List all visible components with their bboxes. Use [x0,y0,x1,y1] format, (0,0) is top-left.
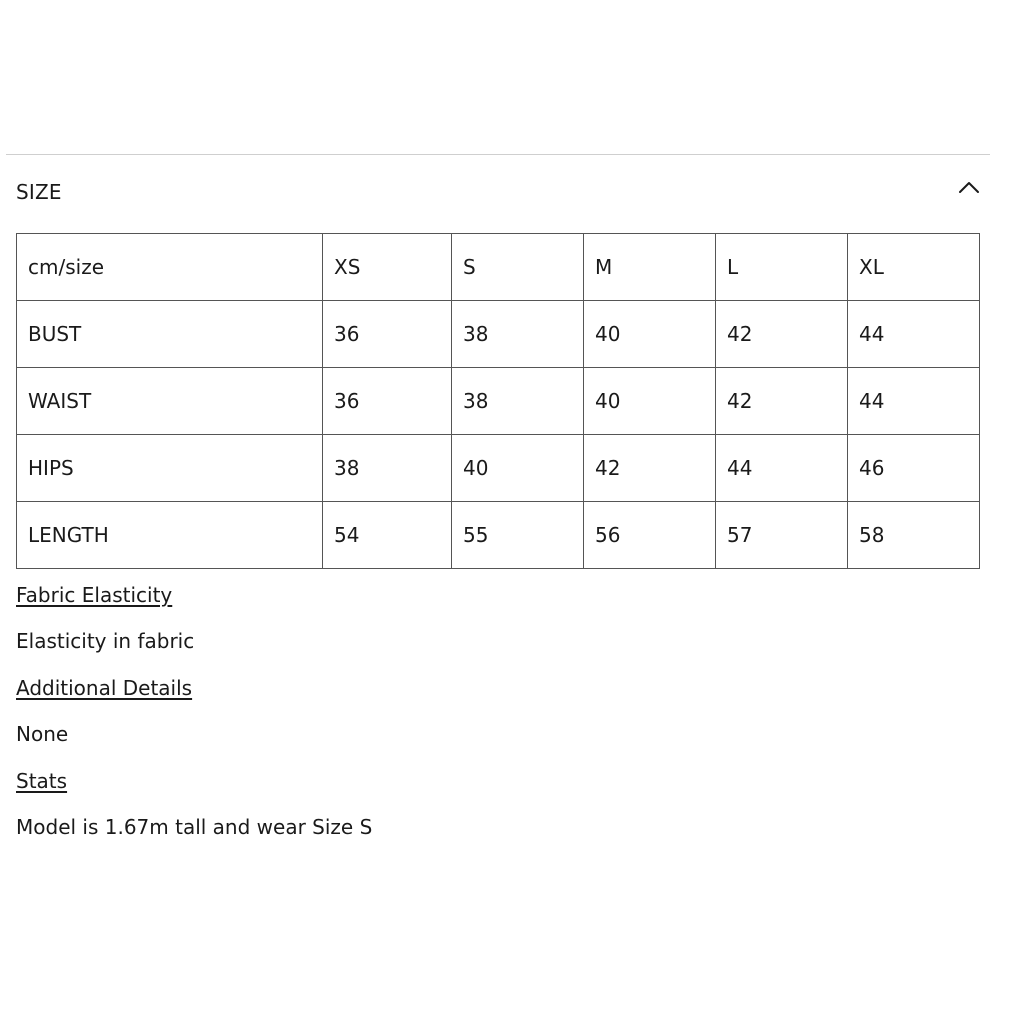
table-cell: 38 [452,301,584,368]
size-accordion-header[interactable] [16,172,982,210]
table-cell: 54 [323,502,452,569]
size-chart-table [16,233,980,569]
table-cell: 56 [584,502,716,569]
additional-details-text: None [16,722,69,746]
additional-details-heading: Additional Details [16,676,193,700]
table-row [17,368,980,435]
table-cell: 55 [452,502,584,569]
product-details [16,580,372,859]
table-cell: 36 [323,368,452,435]
table-row [17,502,980,569]
table-header-cell: M [584,234,716,301]
table-cell: 42 [716,368,848,435]
table-row [17,301,980,368]
table-cell: 58 [848,502,980,569]
table-cell: 44 [716,435,848,502]
table-cell: 46 [848,435,980,502]
table-cell: 57 [716,502,848,569]
table-header-cell: XS [323,234,452,301]
table-cell: 44 [848,368,980,435]
table-cell: 40 [452,435,584,502]
stats-text: Model is 1.67m tall and wear Size S [16,815,373,839]
fabric-elasticity-heading: Fabric Elasticity [16,583,173,607]
table-cell: 44 [848,301,980,368]
table-row-label: BUST [17,301,323,368]
chevron-up-icon[interactable] [958,178,980,198]
table-cell: 36 [323,301,452,368]
table-cell: 42 [584,435,716,502]
table-header-cell: XL [848,234,980,301]
table-row-label: LENGTH [17,502,323,569]
table-row-label: WAIST [17,368,323,435]
stats-heading: Stats [16,769,68,793]
table-header-cell: cm/size [17,234,323,301]
table-row-label: HIPS [17,435,323,502]
section-divider [6,154,990,155]
table-header-cell: L [716,234,848,301]
table-row [17,435,980,502]
fabric-elasticity-text: Elasticity in fabric [16,629,195,653]
table-header-row [17,234,980,301]
table-cell: 38 [323,435,452,502]
table-cell: 38 [452,368,584,435]
table-header-cell: S [452,234,584,301]
size-section-title: SIZE [16,180,62,204]
table-cell: 40 [584,368,716,435]
table-cell: 40 [584,301,716,368]
table-cell: 42 [716,301,848,368]
